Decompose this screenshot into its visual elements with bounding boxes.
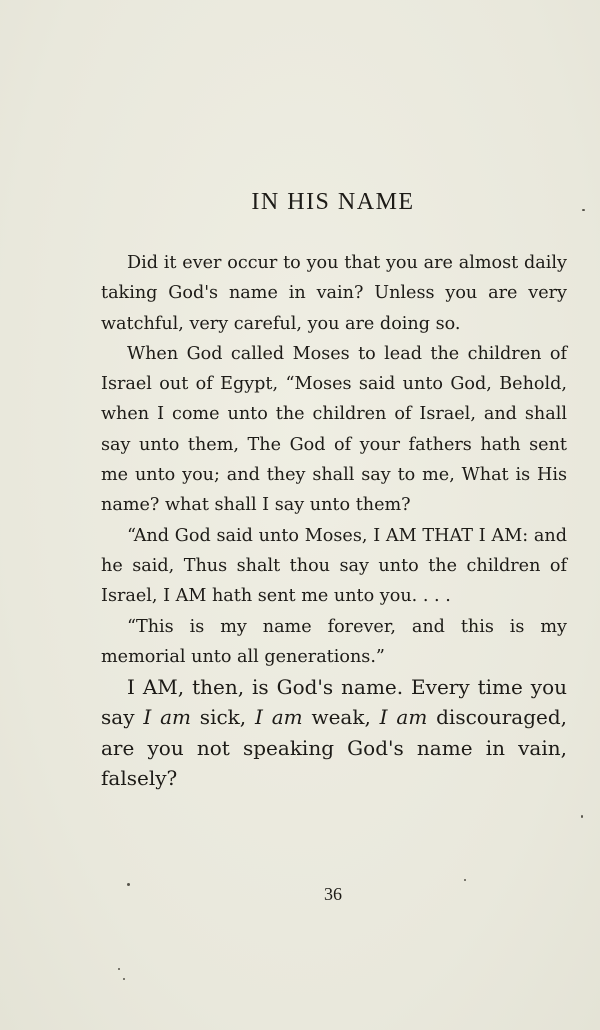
page-number: 36 [324, 884, 342, 904]
ink-speck [118, 968, 120, 970]
paragraph-memorial: “This is my name forever, and this is my memorial unto all generations.” [101, 616, 567, 667]
ink-speck [123, 978, 125, 980]
ink-speck [581, 815, 583, 818]
conclusion-text-start: I AM, then, is God's name. Every time you say [101, 675, 567, 730]
body-text [101, 248, 567, 793]
chapter-title: IN HIS NAME [251, 189, 415, 215]
ink-speck [127, 883, 130, 886]
ink-speck [582, 209, 585, 211]
conclusion-text-end: discouraged, are you not speaking God's name in vain, falsely? [101, 705, 568, 791]
emphasis-i-am-1: I am [143, 705, 191, 730]
paragraph-i-am-that-i-am: “And God said unto Moses, I AM THAT I AM: and he said, Thus shalt thou say unto the children of Israel, I AM hath sent me unto you. . . . [101, 525, 567, 607]
ink-speck [464, 879, 466, 881]
emphasis-i-am-3: I am [379, 705, 428, 730]
paragraph-conclusion [101, 672, 567, 793]
conclusion-connector-2: weak, [302, 705, 380, 730]
conclusion-connector-1: sick, [190, 705, 255, 730]
emphasis-i-am-2: I am [254, 705, 303, 730]
paragraph-intro: Did it ever occur to you that you are almost daily taking God's name in vain? Unless you are very watchful, very careful, you are doing so. [101, 253, 567, 334]
paragraph-moses: When God called Moses to lead the children of Israel out of Egypt, “Moses said unto God, Behold, when I come unto the children of Israel, and shall say unto them, The God of your fathers hath sent me unto you; and they shall say to me, What is His name? what shall I say unto them? [101, 343, 567, 516]
